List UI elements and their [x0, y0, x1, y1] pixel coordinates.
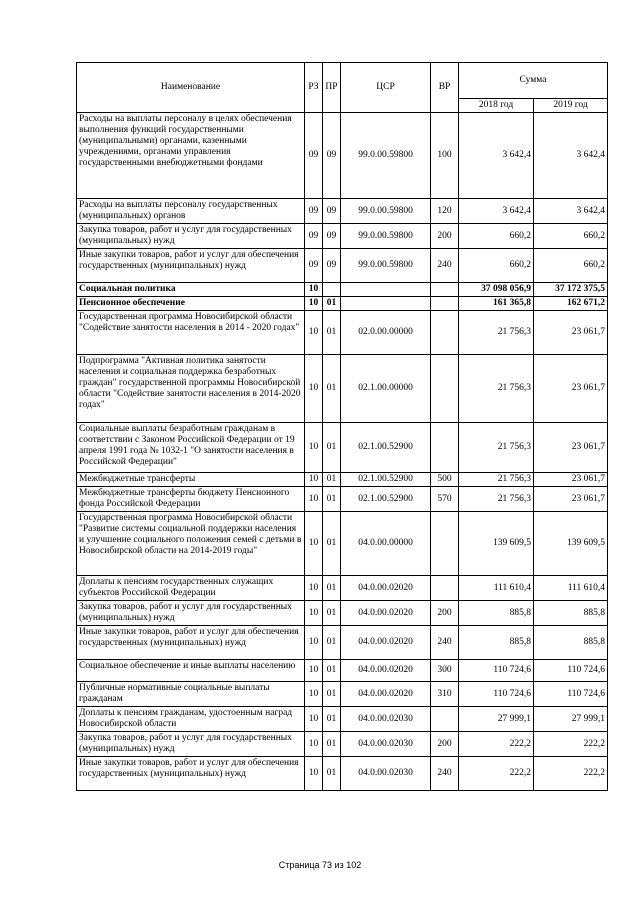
row-vr-cell: 200	[431, 732, 459, 757]
row-csr-cell: 02.1.00.52900	[341, 423, 431, 473]
row-sum-2019-cell: 222,2	[534, 732, 608, 757]
row-name-cell: Пенсионное обеспечение	[77, 297, 305, 311]
row-name-cell: Закупка товаров, работ и услуг для государственных (муниципальных) нужд	[77, 732, 305, 757]
row-sum-2019-cell: 110 724,6	[534, 682, 608, 707]
header-csr: ЦСР	[341, 63, 431, 113]
row-csr-cell: 02.0.00.00000	[341, 311, 431, 355]
row-pr-cell: 09	[323, 249, 341, 283]
table-row	[77, 199, 608, 224]
row-rz-cell: 10	[305, 732, 323, 757]
row-sum-2019-cell: 111 610,4	[534, 576, 608, 601]
table-row	[77, 660, 608, 682]
header-vr: ВР	[431, 63, 459, 113]
row-csr-cell: 04.0.00.02020	[341, 576, 431, 601]
row-rz-cell: 09	[305, 249, 323, 283]
row-name-cell: Расходы на выплаты персоналу в целях обеспечения выполнения функций государственными (муниципальными) органами, казенными учреждениями, органами управления государственными внебюджетными фондами	[77, 113, 305, 199]
row-rz-cell: 09	[305, 113, 323, 199]
row-pr-cell: 01	[323, 473, 341, 487]
table-row	[77, 283, 608, 297]
table-row	[77, 682, 608, 707]
row-pr-cell: 01	[323, 297, 341, 311]
row-vr-cell: 300	[431, 660, 459, 682]
table-body	[77, 113, 608, 791]
row-sum-2019-cell: 23 061,7	[534, 311, 608, 355]
row-vr-cell: 310	[431, 682, 459, 707]
row-vr-cell: 240	[431, 249, 459, 283]
row-rz-cell: 10	[305, 682, 323, 707]
table-row	[77, 707, 608, 732]
table-row	[77, 249, 608, 283]
row-name-cell: Социальная политика	[77, 283, 305, 297]
row-rz-cell: 10	[305, 601, 323, 626]
row-vr-cell	[431, 512, 459, 576]
table-row	[77, 224, 608, 249]
row-vr-cell: 240	[431, 626, 459, 660]
row-name-cell: Подпрограмма "Активная политика занятости населения и социальная поддержка безработных граждан" государственной программы Новосибирской области "Содействие занятости населения в 2014-2020 годах"	[77, 355, 305, 423]
table-row	[77, 355, 608, 423]
row-sum-2019-cell: 885,8	[534, 626, 608, 660]
row-csr-cell: 04.0.00.02020	[341, 626, 431, 660]
row-pr-cell: 09	[323, 113, 341, 199]
row-csr-cell: 99.0.00.59800	[341, 199, 431, 224]
row-pr-cell: 09	[323, 224, 341, 249]
row-sum-2018-cell: 3 642,4	[459, 113, 534, 199]
header-year-2018: 2018 год	[459, 99, 534, 113]
row-sum-2019-cell: 660,2	[534, 249, 608, 283]
table-row	[77, 576, 608, 601]
row-vr-cell: 240	[431, 757, 459, 791]
row-sum-2018-cell: 139 609,5	[459, 512, 534, 576]
row-pr-cell: 09	[323, 199, 341, 224]
row-vr-cell	[431, 311, 459, 355]
row-sum-2018-cell: 21 756,3	[459, 311, 534, 355]
row-vr-cell	[431, 283, 459, 297]
table-row	[77, 423, 608, 473]
row-rz-cell: 10	[305, 355, 323, 423]
row-name-cell: Межбюджетные трансферты бюджету Пенсионного фонда Российской Федерации	[77, 487, 305, 512]
row-csr-cell: 04.0.00.02030	[341, 732, 431, 757]
header-year-2019: 2019 год	[534, 99, 608, 113]
row-rz-cell: 10	[305, 423, 323, 473]
row-pr-cell: 01	[323, 487, 341, 512]
row-name-cell: Социальные выплаты безработным гражданам в соответствии с Законом Российской Федерации от 19 апреля 1991 года № 1032-1 "О занятости населения в Российской Федерации"	[77, 423, 305, 473]
row-csr-cell: 99.0.00.59800	[341, 224, 431, 249]
row-name-cell: Межбюджетные трансферты	[77, 473, 305, 487]
row-vr-cell	[431, 707, 459, 732]
row-pr-cell: 01	[323, 732, 341, 757]
row-rz-cell: 10	[305, 311, 323, 355]
row-name-cell: Закупка товаров, работ и услуг для государственных (муниципальных) нужд	[77, 224, 305, 249]
row-csr-cell: 99.0.00.59800	[341, 113, 431, 199]
row-sum-2018-cell: 21 756,3	[459, 423, 534, 473]
row-name-cell: Социальное обеспечение и иные выплаты населению	[77, 660, 305, 682]
table-row	[77, 601, 608, 626]
row-sum-2019-cell: 660,2	[534, 224, 608, 249]
budget-table-container	[76, 62, 607, 791]
row-pr-cell: 01	[323, 626, 341, 660]
row-name-cell: Государственная программа Новосибирской области "Развитие системы социальной поддержки населения и улучшение социального положения семей с детьми в Новосибирской области на 2014-2019 годы"	[77, 512, 305, 576]
header-sum: Сумма	[459, 63, 608, 99]
row-sum-2018-cell: 3 642,4	[459, 199, 534, 224]
row-sum-2018-cell: 660,2	[459, 224, 534, 249]
table-row	[77, 757, 608, 791]
row-sum-2019-cell: 110 724,6	[534, 660, 608, 682]
row-rz-cell: 10	[305, 473, 323, 487]
row-name-cell: Расходы на выплаты персоналу государственных (муниципальных) органов	[77, 199, 305, 224]
row-name-cell: Иные закупки товаров, работ и услуг для обеспечения государственных (муниципальных) нужд	[77, 626, 305, 660]
row-name-cell: Доплаты к пенсиям гражданам, удостоенным наград Новосибирской области	[77, 707, 305, 732]
row-sum-2018-cell: 21 756,3	[459, 473, 534, 487]
row-rz-cell: 10	[305, 660, 323, 682]
row-rz-cell: 09	[305, 199, 323, 224]
row-pr-cell: 01	[323, 311, 341, 355]
row-sum-2019-cell: 37 172 375,5	[534, 283, 608, 297]
row-csr-cell: 04.0.00.02030	[341, 757, 431, 791]
table-row	[77, 311, 608, 355]
row-rz-cell: 10	[305, 283, 323, 297]
row-vr-cell	[431, 423, 459, 473]
row-vr-cell: 200	[431, 601, 459, 626]
row-rz-cell: 10	[305, 626, 323, 660]
row-sum-2018-cell: 222,2	[459, 757, 534, 791]
row-vr-cell: 100	[431, 113, 459, 199]
row-csr-cell: 02.1.00.52900	[341, 487, 431, 512]
row-csr-cell: 02.1.00.52900	[341, 473, 431, 487]
row-sum-2019-cell: 222,2	[534, 757, 608, 791]
table-row	[77, 473, 608, 487]
row-name-cell: Публичные нормативные социальные выплаты гражданам	[77, 682, 305, 707]
row-rz-cell: 10	[305, 512, 323, 576]
table-row	[77, 732, 608, 757]
row-vr-cell: 500	[431, 473, 459, 487]
row-pr-cell: 01	[323, 355, 341, 423]
row-sum-2019-cell: 3 642,4	[534, 113, 608, 199]
row-sum-2018-cell: 110 724,6	[459, 660, 534, 682]
row-csr-cell: 04.0.00.02020	[341, 682, 431, 707]
row-sum-2018-cell: 885,8	[459, 626, 534, 660]
row-pr-cell: 01	[323, 601, 341, 626]
row-name-cell: Закупка товаров, работ и услуг для государственных (муниципальных) нужд	[77, 601, 305, 626]
row-sum-2019-cell: 162 671,2	[534, 297, 608, 311]
row-sum-2019-cell: 23 061,7	[534, 487, 608, 512]
row-csr-cell: 04.0.00.02030	[341, 707, 431, 732]
row-pr-cell: 01	[323, 660, 341, 682]
row-csr-cell: 04.0.00.02020	[341, 660, 431, 682]
row-sum-2019-cell: 885,8	[534, 601, 608, 626]
row-sum-2018-cell: 21 756,3	[459, 355, 534, 423]
row-vr-cell: 570	[431, 487, 459, 512]
row-csr-cell: 04.0.00.00000	[341, 512, 431, 576]
row-sum-2019-cell: 139 609,5	[534, 512, 608, 576]
row-sum-2018-cell: 660,2	[459, 249, 534, 283]
row-name-cell: Иные закупки товаров, работ и услуг для обеспечения государственных (муниципальных) нужд	[77, 249, 305, 283]
header-rz: РЗ	[305, 63, 323, 113]
row-rz-cell: 10	[305, 576, 323, 601]
row-rz-cell: 09	[305, 224, 323, 249]
row-sum-2019-cell: 23 061,7	[534, 355, 608, 423]
row-vr-cell: 200	[431, 224, 459, 249]
row-sum-2018-cell: 27 999,1	[459, 707, 534, 732]
row-csr-cell	[341, 283, 431, 297]
row-name-cell: Государственная программа Новосибирской области "Содействие занятости населения в 2014 - 2020 годах"	[77, 311, 305, 355]
row-vr-cell	[431, 355, 459, 423]
row-vr-cell: 120	[431, 199, 459, 224]
row-sum-2018-cell: 111 610,4	[459, 576, 534, 601]
row-vr-cell	[431, 576, 459, 601]
header-pr: ПР	[323, 63, 341, 113]
row-sum-2019-cell: 3 642,4	[534, 199, 608, 224]
row-rz-cell: 10	[305, 487, 323, 512]
table-row	[77, 297, 608, 311]
row-csr-cell: 04.0.00.02020	[341, 601, 431, 626]
row-sum-2018-cell: 21 756,3	[459, 487, 534, 512]
row-pr-cell: 01	[323, 576, 341, 601]
row-vr-cell	[431, 297, 459, 311]
row-pr-cell: 01	[323, 757, 341, 791]
row-sum-2018-cell: 161 365,8	[459, 297, 534, 311]
row-rz-cell: 10	[305, 757, 323, 791]
row-sum-2019-cell: 23 061,7	[534, 423, 608, 473]
row-sum-2018-cell: 110 724,6	[459, 682, 534, 707]
row-sum-2018-cell: 885,8	[459, 601, 534, 626]
page-footer: Страница 73 из 102	[278, 860, 362, 870]
row-pr-cell: 01	[323, 512, 341, 576]
table-row	[77, 113, 608, 199]
row-rz-cell: 10	[305, 707, 323, 732]
row-sum-2019-cell: 23 061,7	[534, 473, 608, 487]
row-csr-cell: 02.1.00.00000	[341, 355, 431, 423]
row-sum-2018-cell: 222,2	[459, 732, 534, 757]
table-row	[77, 512, 608, 576]
row-pr-cell: 01	[323, 423, 341, 473]
table-row	[77, 626, 608, 660]
row-pr-cell: 01	[323, 682, 341, 707]
row-rz-cell: 10	[305, 297, 323, 311]
row-csr-cell: 99.0.00.59800	[341, 249, 431, 283]
row-csr-cell	[341, 297, 431, 311]
budget-table	[76, 62, 608, 791]
row-name-cell: Доплаты к пенсиям государственных служащих субъектов Российской Федерации	[77, 576, 305, 601]
header-name: Наименование	[77, 63, 305, 113]
row-name-cell: Иные закупки товаров, работ и услуг для обеспечения государственных (муниципальных) нужд	[77, 757, 305, 791]
row-sum-2019-cell: 27 999,1	[534, 707, 608, 732]
row-pr-cell	[323, 283, 341, 297]
row-sum-2018-cell: 37 098 056,9	[459, 283, 534, 297]
table-row	[77, 487, 608, 512]
row-pr-cell: 01	[323, 707, 341, 732]
